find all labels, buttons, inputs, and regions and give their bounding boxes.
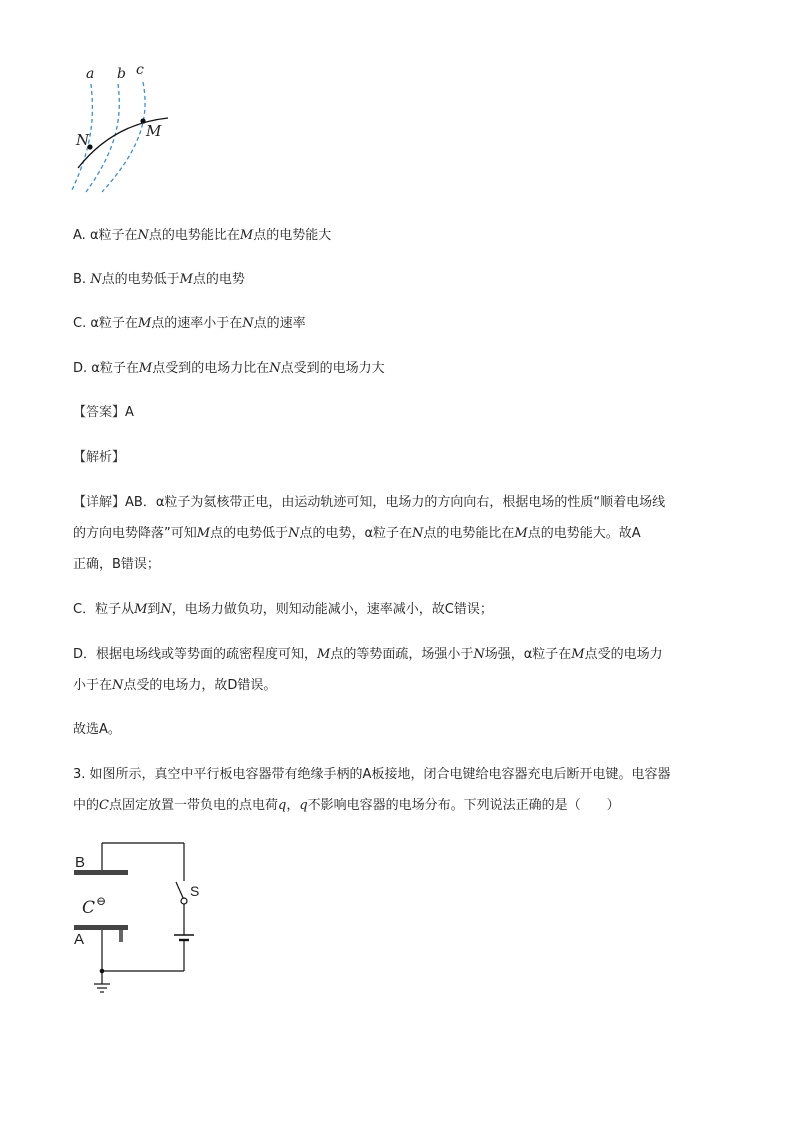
- junction-dot: [100, 969, 105, 974]
- answer-line: 【答案】A: [73, 405, 134, 420]
- detail-line-2: 的方向电势降落”可知M点的电势低于N点的电势，α粒子在N点的电势能比在M点的电势能大。故A: [73, 526, 641, 541]
- field-line-c: [102, 82, 145, 192]
- switch-pivot: [181, 898, 187, 904]
- label-b: b: [117, 66, 126, 82]
- field-lines-figure: [60, 58, 180, 198]
- point-m-dot: [140, 118, 145, 123]
- switch-blade: [176, 882, 184, 900]
- insulating-handle: [119, 930, 123, 942]
- question-3-line-1: 3. 如图所示，真空中平行板电容器带有绝缘手柄的A板接地，闭合电键给电容器充电后断开电键。电容器: [73, 767, 671, 782]
- capacitor-circuit-figure: [68, 836, 208, 998]
- option-b: B. N点的电势低于M点的电势: [73, 272, 245, 287]
- option-c: C. α粒子在M点的速率小于在N点的速率: [73, 316, 306, 331]
- option-d: D. α粒子在M点受到的电场力比在N点受到的电场力大: [73, 361, 385, 376]
- detail-line-d2: 小于在N点受的电场力，故D错误。: [73, 678, 277, 693]
- label-m: M: [146, 122, 162, 140]
- negative-charge-icon: ⊖: [96, 894, 107, 908]
- label-point-c: C: [82, 898, 96, 918]
- label-a: a: [86, 66, 95, 82]
- label-switch-s: S: [190, 883, 200, 899]
- question-3-line-2: 中的C点固定放置一带负电的点电荷q，q不影响电容器的电场分布。下列说法正确的是（ ）: [73, 798, 620, 813]
- detail-line-3: 正确，B错误；: [73, 557, 160, 572]
- conclusion-line: 故选A。: [73, 722, 121, 737]
- label-c: c: [136, 62, 144, 78]
- detail-line-d1: D．根据电场线或等势面的疏密程度可知，M点的等势面疏，场强小于N场强，α粒子在M点受的电场力: [73, 647, 663, 662]
- label-plate-b: B: [75, 854, 86, 871]
- analysis-heading: 【解析】: [73, 450, 126, 465]
- plate-a: [74, 925, 128, 930]
- field-line-b: [86, 84, 119, 192]
- label-n: N: [76, 131, 90, 149]
- detail-line-c: C．粒子从M到N，电场力做负功，则知动能减小，速率减小，故C错误；: [73, 602, 493, 617]
- detail-line-1: 【详解】AB．α粒子为氦核带正电，由运动轨迹可知，电场力的方向向右，根据电场的性质“顺着电场线: [73, 495, 666, 510]
- label-plate-a: A: [74, 931, 85, 948]
- option-a: A. α粒子在N点的电势能比在M点的电势能大: [73, 228, 332, 243]
